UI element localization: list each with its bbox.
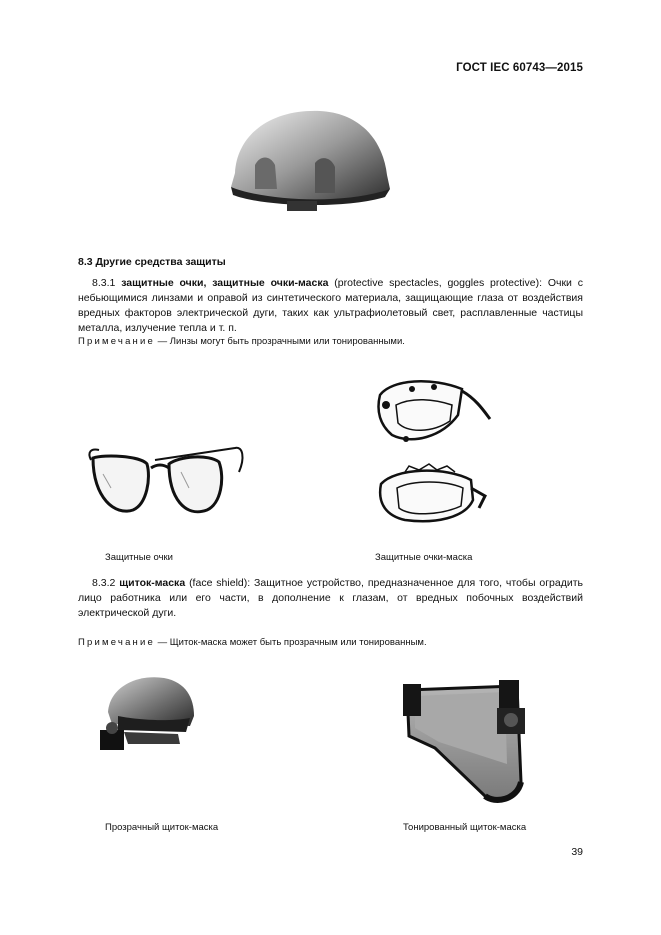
note-label: Примечание [78, 336, 155, 347]
note-1 [78, 336, 405, 347]
item-number: 8.3.1 [92, 277, 116, 289]
definition: : Очки с небьющимися линзами и оправой из синтетического материала, защищающие глаза от воздействия вредных факторов электрической дуги, таких как ультрафиолетовый свет, расплавленные частицы металла, излучение тепла и т. п. [78, 277, 583, 334]
item-number: 8.3.2 [92, 577, 116, 589]
term: защитные очки, защитные очки-маска [121, 277, 329, 289]
paragraph-8-3-2 [78, 576, 583, 621]
protective-goggles-image-bottom [375, 462, 490, 527]
paragraph-8-3-1 [78, 276, 583, 336]
definition: : Защитное устройство, предназначенное для того, чтобы оградить лицо работника или его части, в дополнение к глазам, от вредных побочных воздействий электрической дуги. [78, 577, 584, 619]
caption-safety-glasses: Защитные очки [105, 552, 173, 563]
term-english: (face shield) [189, 577, 248, 589]
safety-glasses-image [85, 438, 245, 518]
caption-goggles: Защитные очки-маска [375, 552, 473, 563]
hard-hat-image [225, 105, 395, 220]
section-heading: 8.3 Другие средства защиты [78, 256, 226, 268]
page-number: 39 [571, 846, 583, 858]
document-standard-header: ГОСТ IEC 60743—2015 [456, 62, 583, 74]
note-text: — Щиток-маска может быть прозрачным или тонированным. [155, 637, 427, 648]
tinted-face-shield-image [395, 678, 530, 808]
term-english: (protective spectacles, goggles protective) [334, 277, 540, 289]
note-label: Примечание [78, 637, 155, 648]
caption-tinted-face-shield: Тонированный щиток-маска [403, 822, 527, 833]
note-text: — Линзы могут быть прозрачными или тонированными. [155, 336, 405, 347]
note-2 [78, 637, 427, 648]
protective-goggles-image-top [372, 375, 492, 450]
term: щиток-маска [119, 577, 186, 589]
clear-face-shield-image [98, 672, 198, 762]
caption-clear-face-shield: Прозрачный щиток-маска [105, 822, 219, 833]
